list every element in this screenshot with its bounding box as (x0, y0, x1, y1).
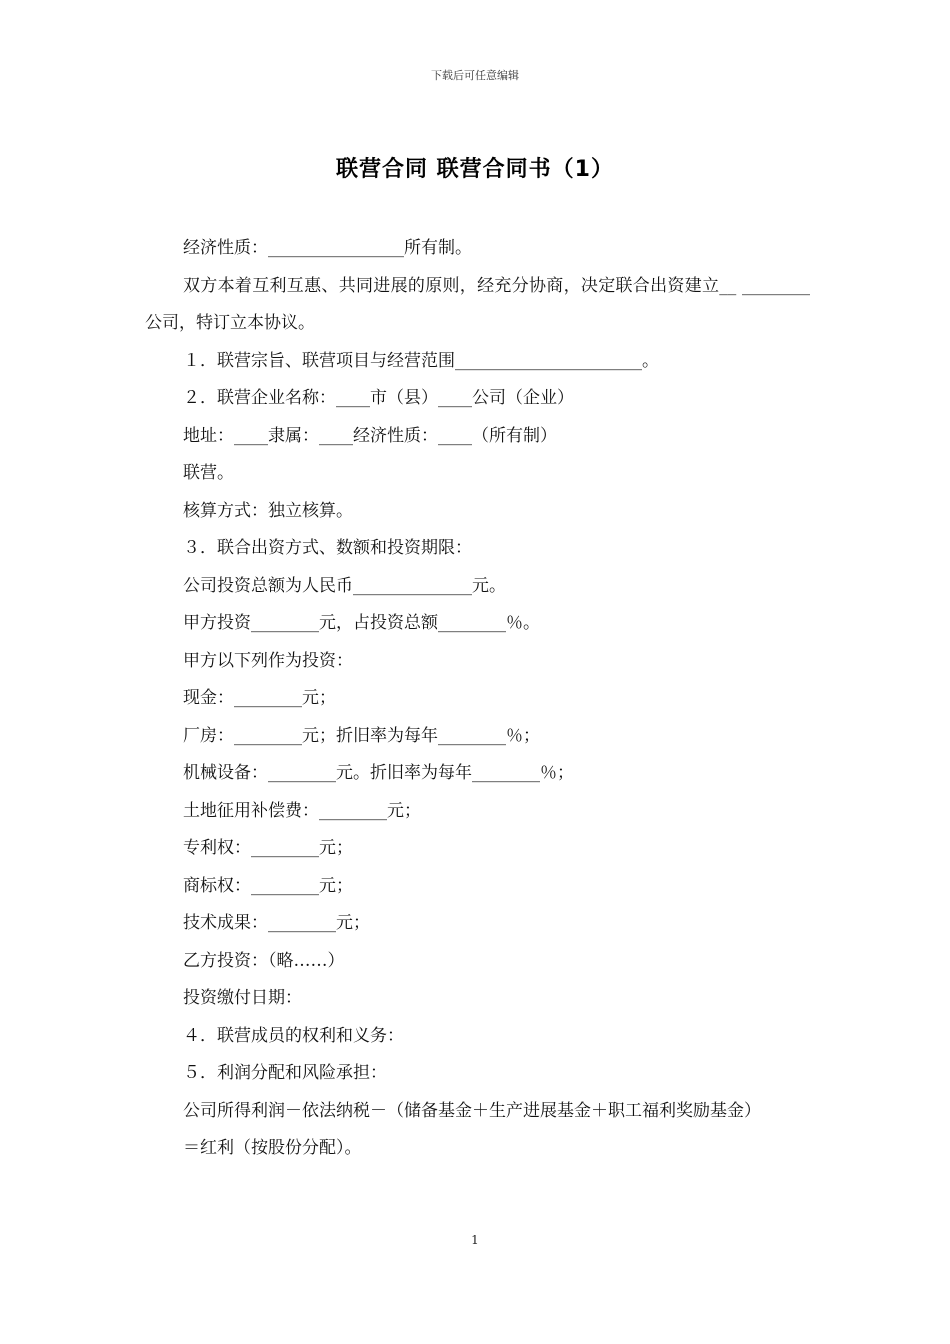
paragraph-clause-5: ５．利润分配和风险承担： (183, 1063, 387, 1083)
document-title: 联营合同 联营合同书（1） (336, 157, 614, 182)
paragraph-party-a-items: 甲方以下列作为投资： (183, 650, 353, 671)
paragraph-technology: 技术成果：________元； (183, 913, 370, 933)
paragraph-clause-4: ４．联营成员的权利和义务： (183, 1025, 404, 1046)
paragraph-clause-1: １．联营宗旨、联营项目与经营范围______________________。 (183, 350, 659, 371)
paragraph-dividend: ＝红利（按股份分配）。 (183, 1138, 362, 1158)
paragraph-patent: 专利权：________元； (183, 838, 353, 858)
paragraph-address: 地址：____隶属：____经济性质：____（所有制） (183, 425, 557, 446)
paragraph-total-investment: 公司投资总额为人民币______________元。 (183, 575, 506, 596)
paragraph-party-a-investment: 甲方投资________元，占投资总额________％。 (183, 613, 540, 633)
paragraph-clause-3: ３．联合出资方式、数额和投资期限： (183, 538, 472, 558)
paragraph-economic-nature: 经济性质：________________所有制。 (183, 238, 472, 258)
paragraph-cash: 现金：________元； (183, 688, 336, 708)
paragraph-profit-formula: 公司所得利润－依法纳税－（储备基金＋生产进展基金＋职工福利奖励基金） (183, 1100, 761, 1121)
paragraph-payment-date: 投资缴付日期： (183, 988, 302, 1008)
paragraph-trademark: 商标权：________元； (183, 875, 353, 896)
document-body (145, 230, 810, 1168)
paragraph-clause-2: ２．联营企业名称：____市（县）____公司（企业） (183, 388, 574, 408)
paragraph-preamble: 双方本着互利互惠、共同进展的原则，经充分协商，决定联合出资建立__ ________公司，特订立本协议。 (145, 275, 810, 333)
paragraph-joint-venture: 联营。 (183, 463, 234, 483)
header-note: 下载后可任意编辑 (431, 69, 519, 82)
paragraph-party-b-investment: 乙方投资：（略……） (183, 950, 345, 971)
paragraph-accounting: 核算方式：独立核算。 (183, 500, 353, 521)
paragraph-machinery: 机械设备：________元。折旧率为每年________％； (183, 763, 574, 783)
page-number: 1 (471, 1233, 479, 1247)
paragraph-land: 土地征用补偿费：________元； (183, 800, 421, 821)
paragraph-plant: 厂房：________元；折旧率为每年________％； (183, 725, 540, 746)
